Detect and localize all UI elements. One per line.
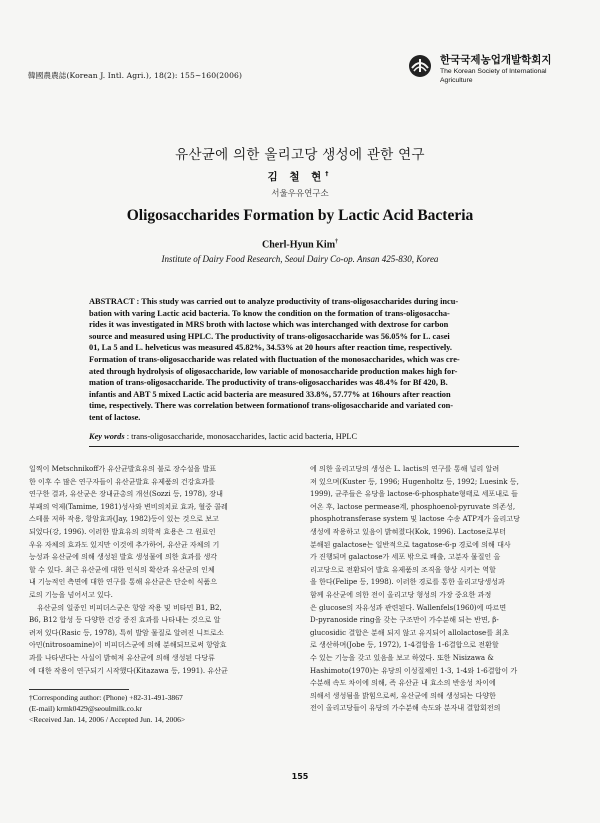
body-line: 한 이후 수 많은 연구자들이 유산균발효 유제품의 건강효과를 — [29, 476, 215, 486]
footnote-line: (E-mail) krmk0429@seoulmilk.co.kr — [29, 704, 143, 713]
body-line: 수분해 속도 차이에 의해, 즉 유산균 내 효소의 반응성 차이에 — [310, 678, 496, 688]
body-line: 분해된 galactose는 일반적으로 tagatose-6-p 경로에 의해 대사 — [310, 539, 511, 549]
footnotes — [29, 692, 291, 725]
keywords-list: : trans-oligosaccharide, monosaccharides, lactic acid bacteria, HPLC — [126, 432, 358, 441]
footnote-divider — [29, 689, 129, 690]
body-line: D-pyranoside ring을 갖는 구조만이 가수분해 되는 반면, β- — [310, 615, 499, 625]
body-line: 1999), 균주들은 유당을 lactose-6-phosphate형태로 세포내로 들 — [310, 489, 518, 499]
body-line: 로의 기능을 넘어서고 있다. — [29, 589, 113, 599]
abstract-line: time, respectively. There was correlation between formationof trans-oligosaccharide and variated con- — [89, 401, 454, 411]
society-logo — [408, 52, 578, 92]
logo-korean-name: 한국국제농업개발학회지 — [440, 54, 552, 66]
english-title: Oligosaccharides Formation by Lactic Acid Bacteria — [126, 207, 474, 224]
abstract — [89, 296, 519, 424]
footnote-line: <Received Jan. 14, 2006 / Accepted Jun. 14, 2006> — [29, 715, 186, 724]
body-line: 로 생산하며(Jobe 등, 1972), 1-4결합을 1-6결합으로 전환할 — [310, 640, 499, 650]
body-line: 되었다(강, 1996). 이러한 발효유의 의학적 효용은 그 원료인 — [29, 526, 216, 536]
body-line: 여온 후, lactose permease계, phosphoenol-pyruvate 의존성, — [310, 501, 516, 511]
body-line: 을 한다(Felipe 등, 1998). 이러한 경로를 통한 올리고당생성과 — [310, 577, 505, 587]
body-line: 일찍이 Metschnikoff가 유산균발효유의 불로 장수설을 발표 — [29, 464, 217, 473]
body-line: 할 수 있다. 최근 유산균에 대한 인식의 확산과 유산균의 인체 — [29, 564, 215, 574]
body-line: Hashimoto(1970)는 유당의 이성질체인 1-3, 1-4와 1-6결합이 가 — [310, 665, 518, 675]
body-line: 스테롤 저하 작용, 항암효과(Jay, 1982)등이 있는 것으로 보고 — [29, 514, 219, 524]
body-line: 과를 나타낸다는 사실이 밝혀져 유산균에 의해 생성된 다당류 — [29, 652, 215, 662]
korean-author-name: 김 철 현 — [267, 171, 326, 183]
english-author-name: Cherl-Hyun Kim — [261, 239, 336, 251]
korean-author — [0, 169, 600, 184]
body-line: phosphotransferase system 및 lactose 수송 ATP계가 올리고당 — [310, 514, 520, 524]
logo-english-line-2: Agriculture — [440, 76, 473, 84]
left-column — [29, 463, 291, 677]
body-line: glucosidic 결합은 분해 되지 않고 유지되어 allolactose를 최초 — [310, 627, 509, 637]
body-line: 부패의 억제(Tamime, 1981)성사와 변비의치료 효과, 혈중 콜레 — [29, 501, 228, 511]
abstract-line: tent of lactose. — [89, 412, 141, 422]
body-line: 려져 있다(Rasic 등, 1978), 특히 발암 물질로 알려진 니트로소 — [29, 627, 224, 637]
body-line: 함께 유산균에 의한 전이 올리고당 형성의 가장 중요한 과정 — [310, 589, 492, 599]
body-line: 수 있는 기능을 갖고 있음을 보고 하였다. 또한 Nisizawa & — [310, 652, 494, 662]
body-line: 연구한 결과, 유산균은 장내균총의 개선(Sozzi 등, 1978), 장내 — [29, 489, 223, 499]
body-line: 능성과 유산균에 의해 생성된 발효 생성물에 의한 효과를 생각 — [29, 552, 218, 562]
body-line: 의해서 생성됨을 밝힘으로써, 유산균에 의해 생성되는 다양한 — [310, 690, 496, 700]
abstract-line: 01, La 5 and L. helveticus was measured 45.82%, 34.53% at 20 hours after reaction time, respectively. — [89, 343, 452, 353]
keywords — [89, 432, 357, 441]
keywords-label: Key words — [89, 432, 125, 441]
body-line: 에 의한 올리고당의 생성은 L. lactis의 연구를 통해 널리 알려 — [310, 464, 500, 473]
footnote-line: †Corresponding author: (Phone) +82-31-491-3867 — [29, 693, 183, 702]
society-emblem-icon — [408, 54, 432, 78]
body-line: B6, B12 합성 등 다양한 건강 증진 효과를 나타내는 것으로 알 — [29, 615, 221, 625]
abstract-line: ABSTRACT : This study was carried out to analyze productivity of trans-oligosaccharides during incu- — [89, 297, 459, 306]
abstract-divider — [89, 446, 519, 447]
abstract-line: mation of trans-oligosaccharide. The productivity of trans-oligosaccharides was 48.4% for Bf 420, B. — [89, 378, 448, 388]
body-line: 에 대한 작용이 연구되기 시작했다(Kitazawa 등, 1991). 유산균 — [29, 665, 228, 675]
abstract-line: bation with varing Lactic acid bacteria. To know the condition on the formation of trans-oligosaccha- — [89, 308, 450, 318]
abstract-line: Formation of trans-oligosaccharide was related with fluctuation of the monosaccharides, which was cre- — [89, 354, 460, 364]
english-affiliation: Institute of Dairy Food Research, Seoul Dairy Co-op. Ansan 425-830, Korea — [161, 254, 439, 264]
abstract-line: source and measured using HPLC. The productivity of trans-oligosaccharide was 56.05% for L. casei — [89, 331, 450, 341]
abstract-line: infantis and ABT 5 mixed Lactic acid bacteria are measured 33.8%, 57.77% at 16hours after reaction — [89, 389, 451, 399]
author-mark: † — [325, 170, 333, 178]
body-line: 가 진행되며 galactose가 세포 밖으로 배출, 고분자 물질인 올 — [310, 552, 501, 562]
english-author-mark: † — [335, 239, 339, 245]
body-line: 유산균의 일종인 비피더스균은 항암 작용 및 비타민 B1, B2, — [37, 602, 222, 612]
abstract-line: rides it was investigated in MRS broth with lactose which was interchanged with dextrose for carbon — [89, 320, 449, 330]
korean-title: 유산균에 의한 올리고당 생성에 관한 연구 — [175, 147, 425, 163]
right-column — [310, 463, 572, 715]
body-line: 은 glucose의 자유성과 관련된다. Wallenfels(1960)에 따르면 — [310, 602, 507, 612]
abstract-line: ated through hydrolysis of oligosaccharide, low variable of monosaccharide production makes high for- — [89, 366, 458, 376]
body-line: 져 있으며(Kuster 등, 1996; Hugenholtz 등, 1992; Luesink 등, — [310, 476, 519, 486]
body-line: 내 기능적인 측면에 대한 연구를 통해 유산균은 단순히 식품으 — [29, 577, 218, 587]
body-line: 아민(nitrosoamine)이 비피더스균에 의해 분해되므로써 항암효 — [29, 640, 227, 650]
logo-english-line-1: The Korean Society of International — [440, 68, 547, 75]
page-number: 155 — [291, 772, 309, 781]
english-author — [0, 239, 600, 250]
body-line: 리고당으로 전환되어 발효 유제품의 조직을 향상 시키는 역할 — [310, 564, 496, 574]
body-line: 전이 올리고당들이 유당의 가수분해 속도와 분자내 결합회전의 — [310, 703, 501, 713]
body-line: 생성에 작용하고 있음이 밝혀졌다(Kok, 1996). Lactose로부터 — [310, 526, 507, 536]
journal-reference: 韓國農農誌(Korean J. Intl. Agri.), 18(2): 155~160(2006) — [28, 71, 243, 80]
korean-affiliation: 서울우유연구소 — [271, 189, 329, 199]
body-line: 우유 자체의 효과도 있지만 이것에 추가하여, 유산균 자체의 기 — [29, 539, 220, 549]
logo-english-name — [440, 68, 580, 85]
